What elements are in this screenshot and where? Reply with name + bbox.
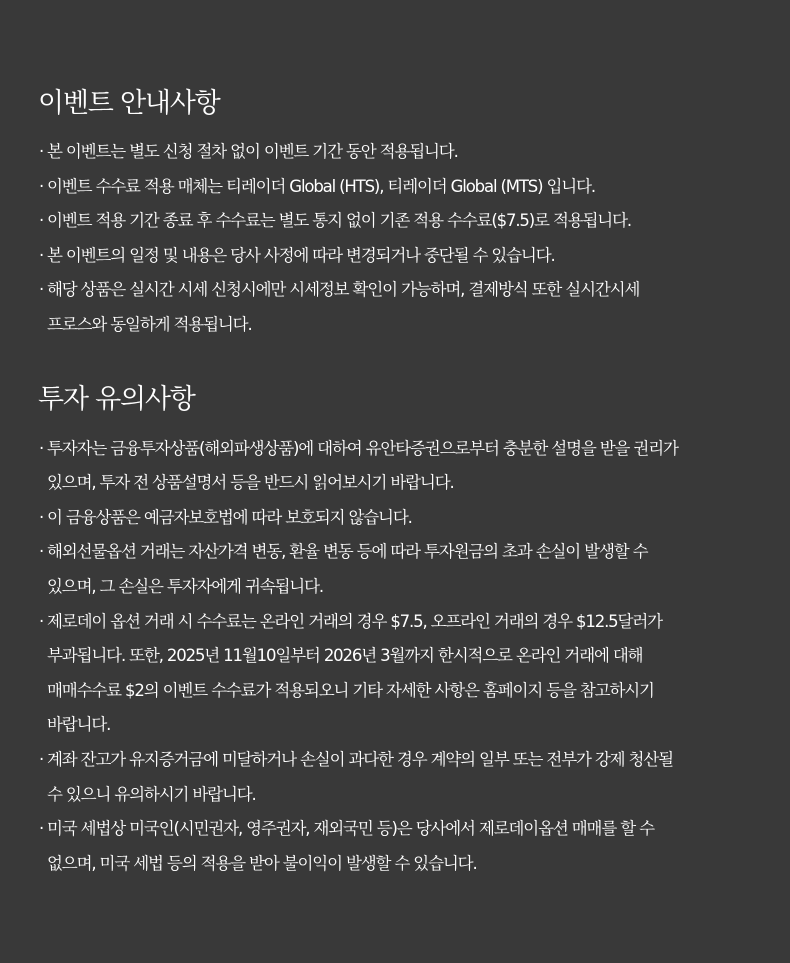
list-item-text: 해당 상품은 실시간 시세 신청시에만 시세정보 확인이 가능하며, 결제방식 또한 실시간시세 프로스와 동일하게 적용됩니다. bbox=[47, 280, 640, 334]
list-item-text: 미국 세법상 미국인(시민권자, 영주권자, 재외국민 등)은 당사에서 제로데이옵션 매매를 할 수 없으며, 미국 세법 등의 적용을 받아 불이익이 발생할 수 있습니다. bbox=[47, 819, 654, 873]
list-item bbox=[38, 501, 750, 536]
list-item-text: 이벤트 적용 기간 종료 후 수수료는 별도 통지 없이 기존 적용 수수료($7.5)로 적용됩니다. bbox=[47, 211, 631, 231]
list-item bbox=[38, 432, 750, 501]
list-item-text: 이 금융상품은 예금자보호법에 따라 보호되지 않습니다. bbox=[47, 507, 412, 527]
section-title: 투자 유의사항 bbox=[38, 383, 195, 415]
list-item bbox=[38, 743, 750, 812]
list-item-text: 이벤트 수수료 적용 매체는 티레이더 Global (HTS), 티레이더 Global (MTS) 입니다. bbox=[47, 176, 595, 196]
bullet-marker: · bbox=[39, 611, 44, 631]
bullet-marker: · bbox=[39, 507, 44, 527]
list-item-text: 본 이벤트의 일정 및 내용은 당사 사정에 따라 변경되거나 중단될 수 있습니다. bbox=[47, 245, 555, 265]
bullet-marker: · bbox=[39, 176, 44, 196]
investment-caution-list bbox=[38, 432, 750, 882]
bullet-marker: · bbox=[39, 749, 44, 769]
list-item bbox=[38, 204, 750, 239]
list-item bbox=[38, 239, 750, 274]
bullet-marker: · bbox=[39, 542, 44, 562]
list-item bbox=[38, 605, 750, 743]
list-item-text: 본 이벤트는 별도 신청 절차 없이 이벤트 기간 동안 적용됩니다. bbox=[47, 142, 458, 161]
bullet-marker: · bbox=[39, 438, 44, 458]
list-item bbox=[38, 273, 750, 342]
bullet-marker: · bbox=[39, 142, 44, 161]
bullet-marker: · bbox=[39, 245, 44, 265]
list-item-text: 해외선물옵션 거래는 자산가격 변동, 환율 변동 등에 따라 투자원금의 초과 손실이 발생할 수 있으며, 그 손실은 투자자에게 귀속됩니다. bbox=[47, 542, 648, 596]
bullet-marker: · bbox=[39, 280, 44, 300]
list-item bbox=[38, 135, 750, 170]
list-item-text: 투자자는 금융투자상품(해외파생상품)에 대하여 유안타증권으로부터 충분한 설명을 받을 권리가 있으며, 투자 전 상품설명서 등을 반드시 읽어보시기 바랍니다. bbox=[47, 438, 678, 493]
list-item bbox=[38, 535, 750, 604]
bullet-marker: · bbox=[39, 211, 44, 231]
list-item-text: 제로데이 옵션 거래 시 수수료는 온라인 거래의 경우 $7.5, 오프라인 거래의 경우 $12.5달러가 부과됩니다. 또한, 2025년 11월10일부터 2026년 3월까지 한시적으로 온라인 거래에 대해 매매수수료 $2의 이벤트 수수료가 적용되오니 기타 자세한 사항은 홈페이지 등을 참고하시기 바랍니다. bbox=[47, 611, 662, 735]
section-title: 이벤트 안내사항 bbox=[38, 88, 220, 119]
list-item bbox=[38, 812, 750, 881]
bullet-marker: · bbox=[39, 819, 44, 839]
event-notice-section bbox=[38, 0, 750, 343]
investment-caution-section bbox=[38, 343, 750, 882]
event-notice-list bbox=[38, 135, 750, 343]
list-item bbox=[38, 170, 750, 205]
list-item-text: 계좌 잔고가 유지증거금에 미달하거나 손실이 과다한 경우 계약의 일부 또는 전부가 강제 청산될 수 있으니 유의하시기 바랍니다. bbox=[47, 749, 673, 804]
